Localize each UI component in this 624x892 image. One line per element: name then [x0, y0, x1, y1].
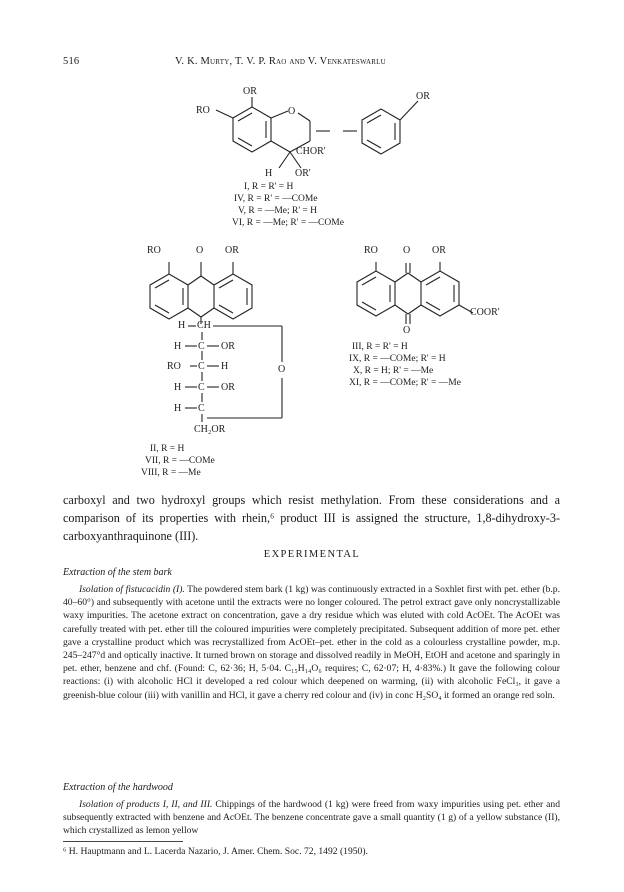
paragraph-lead: Isolation of products I, II, and III. — [79, 799, 213, 810]
label-ring-oxygen: O — [278, 364, 286, 375]
chain-right: OR — [221, 382, 235, 393]
compound-line: VIII, R = —Me — [141, 468, 201, 478]
compound-line: II, R = H — [150, 444, 185, 454]
paragraph-isolation-products — [63, 798, 560, 838]
label-or-prime: OR' — [295, 168, 311, 179]
left-ring-c — [214, 274, 252, 319]
compound-line: III, R = R' = H — [352, 342, 408, 352]
paragraph-isolation-fistucacidin — [63, 583, 560, 702]
chain-left: RO — [167, 361, 181, 372]
label-ch2or: CH₂OR — [194, 424, 226, 435]
compound-line: I, R = R' = H — [244, 182, 294, 192]
subsection-heading: Extraction of the stem bark — [63, 567, 172, 578]
label-chor: CHOR' — [296, 146, 326, 157]
intro-paragraph: carboxyl and two hydroxyl groups which resist methylation. From these considerations and a comparison of its properties with rhein,⁶ product III is assigned the structure, 1,8-dihydroxy-3-carboxyanthraquinone (III). — [63, 493, 560, 543]
compound-line: IX, R = —COMe; R' = H — [349, 354, 446, 364]
compound-line: IV, R = R' = —COMe — [234, 194, 318, 204]
label-or-b-ring: OR — [416, 91, 430, 102]
subsection-heading: Extraction of the hardwood — [63, 782, 173, 793]
label-coor: COOR' — [470, 307, 500, 318]
chain-right: H — [221, 361, 229, 372]
label-or: OR — [225, 245, 239, 256]
label-or: OR — [432, 245, 446, 256]
compound-line: VI, R = —Me; R' = —COMe — [232, 218, 344, 228]
flavan-benzene-ring — [233, 107, 271, 152]
label-or: OR — [243, 86, 257, 97]
chain-carbon: C — [198, 403, 205, 414]
chain-right: OR — [221, 341, 235, 352]
paragraph-text: The powdered stem bark (1 kg) was continuously extracted in a Soxhlet first with pet. ether (b.p. 40–60°) and subsequently with acetone until the extracts were no longer coloured. The petrol extract gave only noncrystallizable waxy impurities. The acetone extract on concentration, gave a dry residue which was eluted with cold AcOEt. The AcOEt was carefully treated with pet. ether till the coloured impurities were completely precipitated. Subsequent addition of more pet. ether gave a crystalline product which was recrystallized from AcOEt–pet. ether in the cold as a colourless crystalline powder, m.p. 245–247°d and optically inactive. It turned brown on storage and dissolved readily in MeOH, EtOH and acetone and sparingly in pet. ether, benzene and chf. (Found: C, 62·36; H, 5·04. C₁₅H₁₄O₆ requires; C, 62·07; H, 4·83%.) It gave the following colour reactions: (i) with alcoholic HCl it developed a red colour which deepened on warming, (ii) with alcoholic FeCl₃, it gave a greenish-blue colour (iii) with vanillin and HCl, it gave a cherry red colour and (iv) in conc H₂SO₄ it formed an orange red soln. — [63, 584, 560, 701]
footnote: ⁶ H. Hauptmann and L. Lacerda Nazario, J. Amer. Chem. Soc. 72, 1492 (1950). — [63, 846, 368, 857]
chain-left: H — [174, 403, 182, 414]
compound-line: X, R = H; R' = —Me — [353, 366, 434, 376]
label-ro: RO — [147, 245, 161, 256]
label-ro: RO — [364, 245, 378, 256]
running-head-authors: V. K. Murty, T. V. P. Rao and V. Venkateswarlu — [175, 56, 386, 67]
paragraph-lead: Isolation of fistucacidin (I). — [79, 584, 185, 595]
label-ro: RO — [196, 105, 210, 116]
right-ring-c — [421, 271, 459, 316]
compound-line: V, R = —Me; R' = H — [238, 206, 318, 216]
paragraph-text: Chippings of the hardwood (1 kg) were freed from waxy impurities using pet. ether and subsequently extracted with benzene and AcOEt. The benzene concentrate gave a small quantity (1 g) of a yellow substance (II), which crystallized as lemon yellow — [63, 799, 560, 837]
label-ch: CH — [197, 320, 211, 331]
chain-carbon: C — [198, 382, 205, 393]
label-ring-oxygen: O — [288, 106, 296, 117]
label-h: H — [265, 168, 273, 179]
chain-carbon: C — [198, 341, 205, 352]
b-ring — [362, 109, 400, 154]
label-oxygen: O — [196, 245, 204, 256]
left-ring-a — [150, 274, 188, 319]
right-ring-a — [357, 271, 395, 316]
compound-line: XI, R = —COMe; R' = —Me — [349, 378, 461, 388]
page-number: 516 — [63, 56, 80, 67]
section-heading: EXPERIMENTAL — [263, 549, 361, 560]
label-oxygen: O — [403, 245, 411, 256]
compound-line: VII, R = —COMe — [145, 456, 215, 466]
label-oxygen: O — [403, 325, 411, 336]
chain-left: H — [174, 382, 182, 393]
chain-carbon: C — [198, 361, 205, 372]
footnote-rule — [63, 841, 183, 842]
chain-left: H — [174, 341, 182, 352]
label-h: H — [178, 320, 186, 331]
